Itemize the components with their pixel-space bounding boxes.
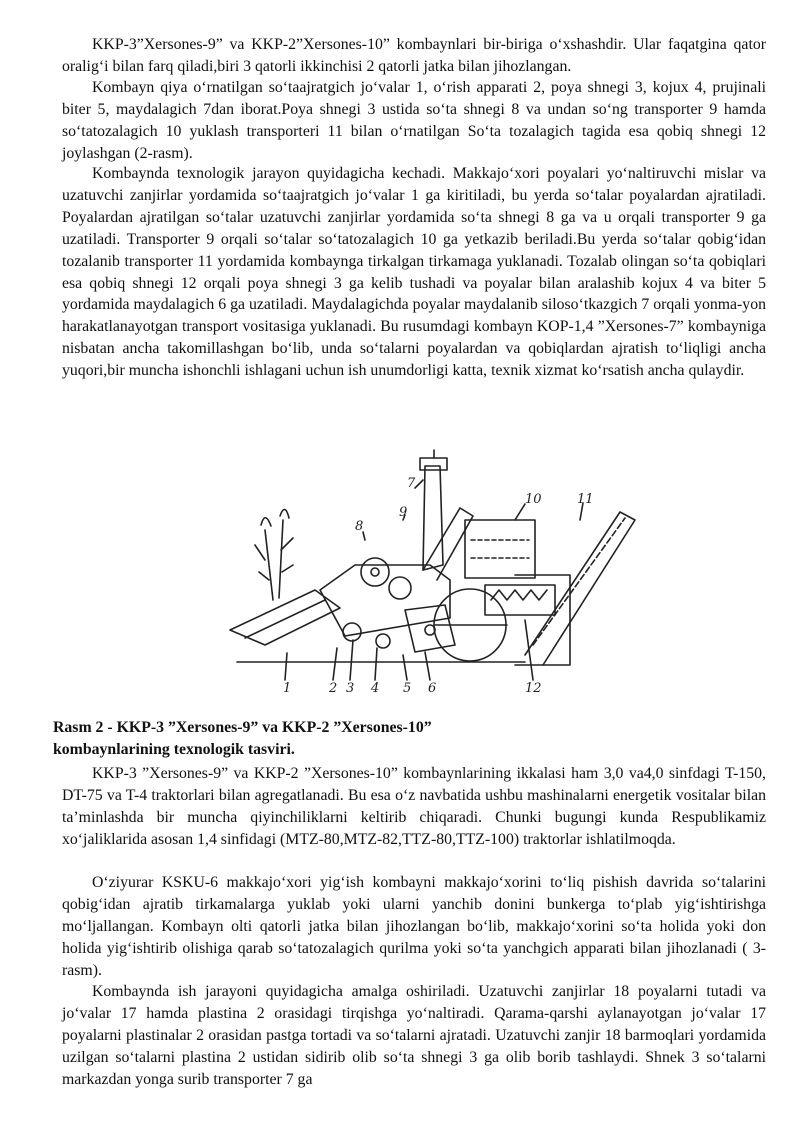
rear-frame <box>515 575 570 665</box>
fig-label-4: 4 <box>371 681 380 696</box>
cob-cleaner-10 <box>465 520 535 578</box>
combine-diagram-svg <box>225 440 780 702</box>
fig-label-12: 12 <box>525 681 542 696</box>
loading-transporter-11 <box>525 512 635 665</box>
combine-diagram <box>225 440 780 702</box>
fig-label-7: 7 <box>407 476 416 491</box>
paragraph-3: Kombaynda texnologik jarayon quyidagicha kechadi. Makkajoʻxori poyalari yoʻnaltiruvchi mislar va uzatuvchi zanjirlar yordamida soʻtaajratgich joʻvalar 1 ga kiritiladi, bu yerda soʻtalar poyalardan ajratiladi. Poyalardan ajratilgan soʻtalar uzatuvchi zanjirlar yordamida soʻta shnegi 8 ga va u orqali transporter 9 ga uzatiladi. Transporter 9 orqali soʻtalar soʻtatozalagich 10 ga yetkazib beriladi.Bu yerda soʻtalar qobigʻidan tozalanib transporter 11 yordamida kombaynga tirkalgan tirkamaga yuklanadi. Tozalab olingan soʻta qobiqlari esa qobiq shnegi 12 orqali poya shnegi 3 ga kelib tushadi va poyalar bilan aralashib kojux 4 va biter 5 yordamida maydalagich 6 ga uzatiladi. Maydalagichda poyalar maydalanib silosoʻtkazgich 7 orqali yonma-yon harakatlanayotgan transport vositasiga yuklanadi. Bu rusumdagi kombayn KOP-1,4 ”Xersones-7” kombayniga nisbatan ancha takomillashgan boʻlib, unda soʻtalarni poyalardan va qobiqlardan ajratish toʻliqligi ancha yuqori,bir muncha ishonchli ishlagani uchun ish unumdorligi katta, texnik xizmat koʻrsatish ancha qulaydir. <box>62 165 766 380</box>
caption-line-1: Rasm 2 - KKP-3 ”Xersones-9” va KKP-2 ”Xersones-10” <box>53 719 432 736</box>
header-inner-line <box>245 600 325 638</box>
fig-label-5: 5 <box>403 681 412 696</box>
paragraph-6: Kombaynda ish jarayoni quyidagicha amalga oshiriladi. Uzatuvchi zanjirlar 18 poyalarni tutadi va joʻvalar 17 hamda plastina 2 orasidagi tirqishga yoʻnaltiradi. Qarama-qarshi aylanayotgan joʻvalar 17 poyalarni plastinalar 2 orasidan pastga tortadi va soʻtalarni ajratadi. Uzatuvchi zanjir 18 barmoqlari yordamida uzilgan soʻtalarni plastina 2 ustidan sidirib olib soʻta shnegi 3 ga olib borib tashlaydi. Shnek 3 soʻtalarni markazdan yonga surib transporter 7 ga <box>62 983 766 1088</box>
stalk-auger-3 <box>389 577 411 599</box>
figure-caption <box>53 717 653 760</box>
silo-pipe-head <box>420 458 447 470</box>
cob-auger-8 <box>361 558 389 586</box>
fig-label-6: 6 <box>428 681 437 696</box>
chopper-body <box>405 605 455 652</box>
paragraph-2: Kombayn qiya oʻrnatilgan soʻtaajratgich joʻvalar 1, oʻrish apparati 2, poya shnegi 3, kojux 4, prujinali biter 5, maydalagich 7dan iborat.Poya shnegi 3 ustida soʻta shnegi 8 va undan soʻng transporter 9 hamda soʻtatozalagich 10 yuklash transporteri 11 bilan oʻrnatilgan Soʻta tozalagich tagida esa qobiq shnegi 12 joylashgan (2-rasm). <box>62 79 766 162</box>
fig-label-9: 9 <box>399 505 408 520</box>
corn-tops <box>261 509 289 526</box>
fig-label-11: 11 <box>577 492 594 507</box>
fig-label-10: 10 <box>525 492 542 507</box>
fig-label-1: 1 <box>283 681 292 696</box>
fig-label-2: 2 <box>329 681 338 696</box>
caption-line-2: kombaynlarining texnologik tasviri. <box>53 740 295 758</box>
fig-label-8: 8 <box>355 519 364 534</box>
paragraph-1: KKP-3”Xersones-9” va KKP-2”Xersones-10” kombaynlari bir-biriga oʻxshashdir. Ular faqatgina qator oraligʻi bilan farq qiladi,biri 3 qatorli ikkinchisi 2 qatorli jatka bilan jihozlangan. <box>62 36 766 75</box>
corn-stalks <box>255 520 293 600</box>
paragraph-5: Oʻziyurar KSKU-6 makkajoʻxori yigʻish kombayni makkajoʻxorini toʻliq pishish davrida soʻtalarini qobigʻidan ajratib tirkamalarga yuklab yoki ularni yanchib donini bunkerga toʻplab yigʻishtirishga moʻljallangan. Kombayn olti qatorli jatka bilan jihozlangan boʻlib, makkajoʻxorini soʻta holida yoki don holida yigʻishtirib olishiga qarab soʻtatozalagich qurilma yoki soʻta yanchgich apparati bilan jihozlanadi ( 3-rasm). <box>62 874 766 979</box>
roller-circle <box>343 623 361 641</box>
fig-label-3: 3 <box>346 681 355 696</box>
paragraph-4: KKP-3 ”Xersones-9” va KKP-2 ”Xersones-10” kombaynlarining ikkalasi ham 3,0 va4,0 sinfdagi T-150, DT-75 va T-4 traktorlari bilan agregatlanadi. Bu esa oʻz navbatida ushbu mashinalarni energetik vositalar bilan ta’minlashda bir muncha qiyinchiliklarni keltirib chiqaradi. Chunki bugungi kunda Respublikamiz xoʻjaliklarida asosan 1,4 sinfidagi (MTZ-80,MTZ-82,TTZ-80,TTZ-100) traktorlar ishlatilmoqda. <box>62 765 766 848</box>
biter-circle <box>376 634 390 648</box>
